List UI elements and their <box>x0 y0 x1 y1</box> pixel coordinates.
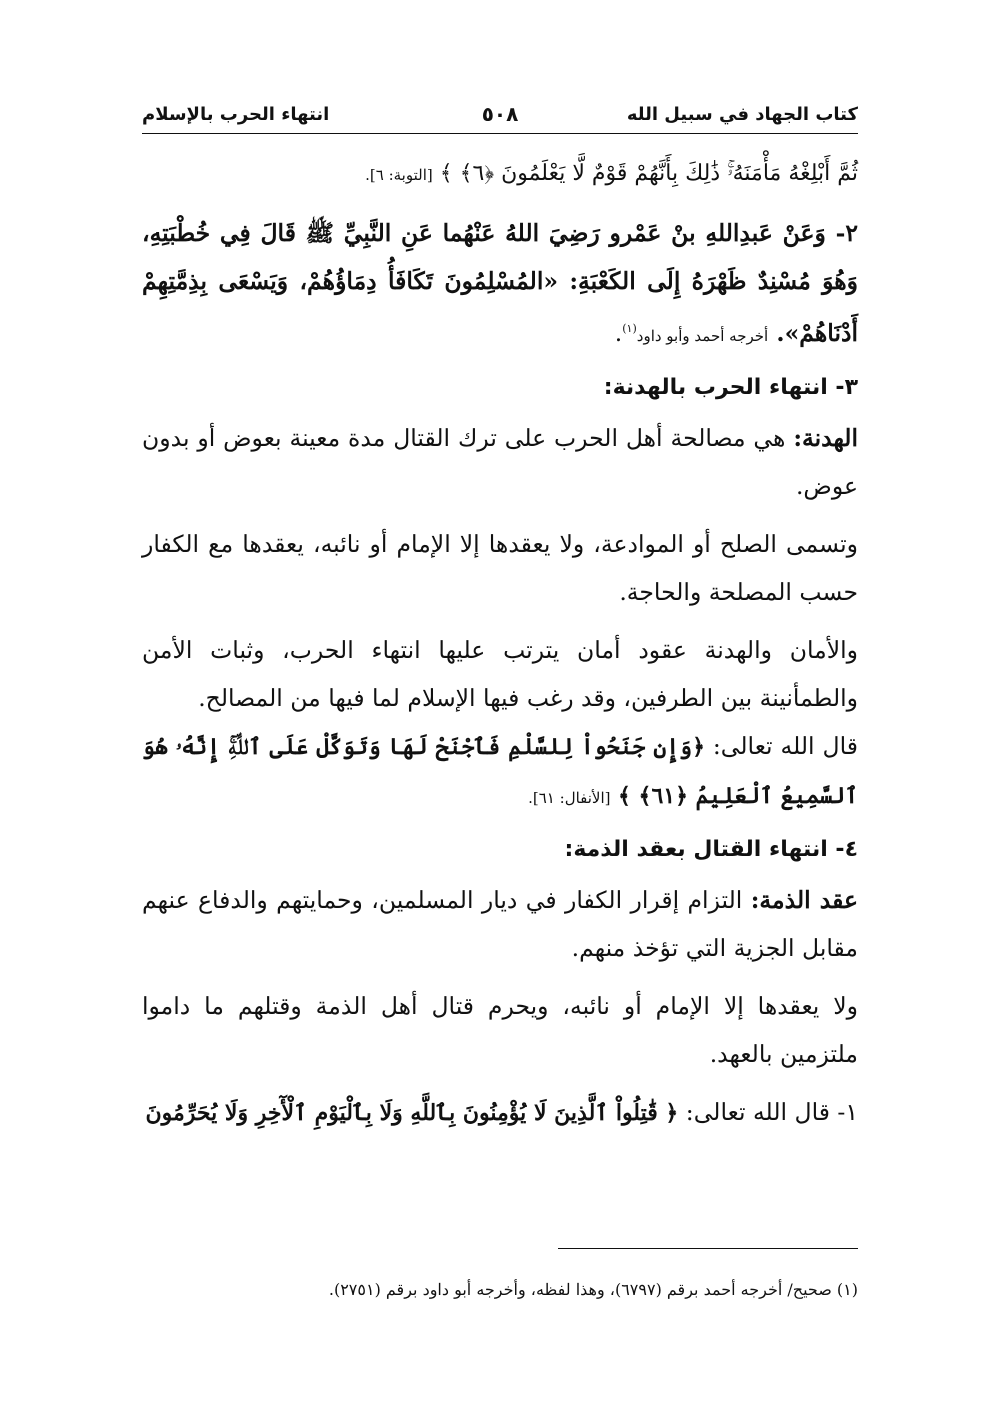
section-3-definition <box>142 414 858 510</box>
section-4-definition <box>142 876 858 972</box>
section-4-heading: ٤- انتهاء القتال بعقد الذمة: <box>564 836 858 862</box>
verse-top-ref: [التوبة: ٦]. <box>365 166 433 184</box>
hadith-2-quote: «المُسْلِمُونَ تَكَافَأُ دِمَاؤُهُمْ، وَيَسْعَى بِذِمَّتِهِمْ أَدْنَاهُمْ». <box>142 267 858 347</box>
footnote: (١) صحيح/ أخرجه أحمد برقم (٦٧٩٧)، وهذا لفظه، وأخرجه أبو داود برقم (٢٧٥١). <box>328 1280 858 1299</box>
hadith-2-source: أخرجه أحمد وأبو داود <box>636 326 769 345</box>
section-3-para-2: وتسمى الصلح أو الموادعة، ولا يعقدها إلا الإمام أو نائبه، يعقدها مع الكفار حسب المصلحة والحاجة. <box>142 529 858 606</box>
verse-top <box>142 150 858 199</box>
section-3-verse-ref: [الأنفال: ٦١]. <box>528 788 611 807</box>
chapter-title: انتهاء الحرب بالإسلام <box>142 104 330 125</box>
section-3-term: الهدنة: <box>793 423 858 452</box>
section-4-item-1 <box>142 1088 858 1137</box>
section-4-item-1-verse: ﴿ قَٰتِلُواْ ٱلَّذِينَ لَا يُؤْمِنُونَ بِٱللَّهِ وَلَا بِٱلْيَوْمِ ٱلْأٓخِرِ وَلَا يُحَرِّمُونَ <box>145 1099 679 1126</box>
section-3-para-3: والأمان والهدنة عقود أمان يترتب عليها انتهاء الحرب، وثبات الأمن والطمأنينة بين الطرفين، وقد رغب فيها الإسلام لما فيها من المصالح. <box>142 635 858 712</box>
section-4-def-text: التزام إقرار الكفار في ديار المسلمين، وحمايتهم والدفاع عنهم مقابل الجزية التي تؤخذ منهم. <box>142 885 858 962</box>
hadith-2-number: ٢- <box>835 219 859 247</box>
verse-top-text: ثُمَّ أَبْلِغْهُ مَأْمَنَهُۥۚ ذَٰلِكَ بِأَنَّهُمْ قَوْمٌ لَّا يَعْلَمُونَ ﴿٦﴾ ﴾ <box>439 161 858 186</box>
hadith-2: ٢- وَعَنْ عَبدِاللهِ بنْ عَمْرو رَضِيَ اللهُ عَنْهُما عَنِ النَّبِيِّ ﷺ قَالَ فِي خُطْبَتِهِ، وَهُوَ مُسْنِدٌ ظَهْرَهُ إِلَى الكَعْبَةِ: «المُسْلِمُونَ تَكَافَأُ دِمَاؤُهُمْ، وَيَسْعَى بِذِمَّتِهِمْ أَدْنَاهُمْ». أخرجه أحمد وأبو داود$^{(١)}$. <box>142 219 859 347</box>
section-3-def-text: هي مصالحة أهل الحرب على ترك القتال مدة معينة بعوض أو بدون عوض. <box>142 423 858 500</box>
page-body <box>142 150 858 1137</box>
section-3-verse-text: ﴿وَإِن جَنَحُواْ لِلسَّلْمِ فَٱجْنَحْ لَهَا وَتَوَكَّلْ عَلَى ٱللَّهِۚ إِنَّهُۥ هُوَ ٱلسَّمِيعُ ٱلْعَلِيمُ ﴿٦١﴾ ﴾ <box>142 733 858 809</box>
section-3-verse-intro: قال الله تعالى: <box>712 731 858 760</box>
running-header <box>142 100 858 136</box>
book-title: كتاب الجهاد في سبيل الله <box>626 104 858 125</box>
section-3-heading: ٣- انتهاء الحرب بالهدنة: <box>603 374 858 400</box>
section-4-term: عقد الذمة: <box>750 885 858 914</box>
section-4-item-1-intro: ١- قال الله تعالى: <box>685 1097 858 1126</box>
header-divider <box>142 133 858 134</box>
footnote-divider <box>558 1248 858 1249</box>
section-3-verse <box>142 722 858 822</box>
hadith-2-intro: وَعَنْ عَبدِاللهِ بنْ عَمْرو رَضِيَ اللهُ عَنْهُما عَنِ النَّبِيِّ ﷺ قَالَ فِي خُطْبَتِهِ، وَهُوَ مُسْنِدٌ ظَهْرَهُ إِلَى الكَعْبَةِ: <box>142 219 858 295</box>
footnote-marker: (١) <box>622 322 637 335</box>
section-4-para-2: ولا يعقدها إلا الإمام أو نائبه، ويحرم قتال أهل الذمة وقتلهم ما داموا ملتزمين بالعهد. <box>142 991 858 1068</box>
page-number: ٥٠٨ <box>481 102 519 126</box>
